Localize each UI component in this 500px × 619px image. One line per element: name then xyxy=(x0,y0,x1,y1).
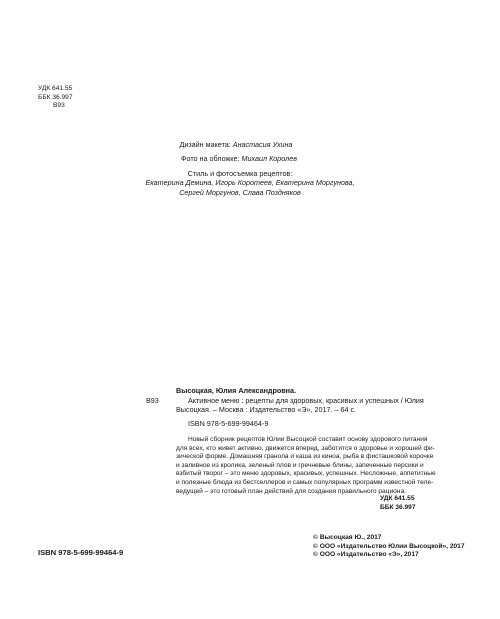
catalog-desc-line2: Высоцкая. – Москва : Издательство «Э», 2017. – 64 с. xyxy=(176,405,357,415)
catalog-annotation xyxy=(176,436,451,496)
copyright-line: © Высоцкая Ю., 2017 xyxy=(313,534,382,541)
catalog-codes-right xyxy=(380,495,454,512)
styling-names-line2: Сергей Моргунов, Слава Поздняков xyxy=(179,187,301,197)
styling-names-line1: Екатерина Демина, Игорь Коротеев, Екатерина Моргунова, xyxy=(145,178,355,188)
bbk-code: ББК 36.997 xyxy=(38,93,73,101)
annotation-line: и заливное из кролика, зеленый плов и гречневые блины, запеченные персики и xyxy=(176,461,424,469)
catalog-bbk: ББК 36.997 xyxy=(380,503,416,511)
annotation-line: взбитый творог – это меню здоровых, красивых, успешных. Несложные, аппетитные xyxy=(176,470,436,478)
catalog-author-heading: Высоцкая, Юлия Александровна. xyxy=(176,386,297,395)
styling-label: Стиль и фотосъемка рецептов: xyxy=(187,168,293,178)
catalog-description xyxy=(176,396,450,428)
annotation-line: зической форме. Домашняя гранола и каша из киноа, рыба в фисташковой корочке xyxy=(176,453,434,461)
udk-code: УДК 641.55 xyxy=(38,85,73,92)
layout-design-label: Дизайн макета: xyxy=(179,140,231,149)
layout-design-name: Анастасия Ухина xyxy=(232,140,293,149)
cover-photo-label: Фото на обложке: xyxy=(181,154,240,164)
annotation-line: и полезные блюда из бестселлеров и самых популярных программ известной теле- xyxy=(176,478,434,486)
catalog-code: В93 xyxy=(146,396,159,405)
author-code: В93 xyxy=(53,102,65,110)
isbn-bottom: ISBN 978-5-699-99464-9 xyxy=(38,548,124,557)
catalog-udk: УДК 641.55 xyxy=(380,495,415,502)
cover-photo-credit xyxy=(0,154,500,163)
layout-design-credit xyxy=(0,140,500,149)
catalog-desc-line1: Активное меню : рецепты для здоровых, красивых и успешных / Юлия xyxy=(188,396,424,405)
copyright-block xyxy=(313,534,465,560)
annotation-line: ведущей – это готовый план действий для создания правильного рациона. xyxy=(176,487,406,495)
copyright-line: © ООО «Издательство «Э», 2017 xyxy=(313,551,419,559)
credits-block xyxy=(0,140,500,197)
catalog-isbn: ISBN 978-5-699-99464-9 xyxy=(188,418,269,428)
annotation-line: Новый сборник рецептов Юлии Высоцкой составит основу здорового питания xyxy=(188,436,428,443)
annotation-line: для всех, кто живет активно, движется вперед, заботится о здоровье и хорошей фи- xyxy=(176,444,435,452)
cover-photo-name: Михаил Королев xyxy=(241,154,297,164)
copyright-line: © ООО «Издательство Юлии Высоцкой», 2017 xyxy=(313,542,465,550)
classification-codes xyxy=(38,85,73,111)
